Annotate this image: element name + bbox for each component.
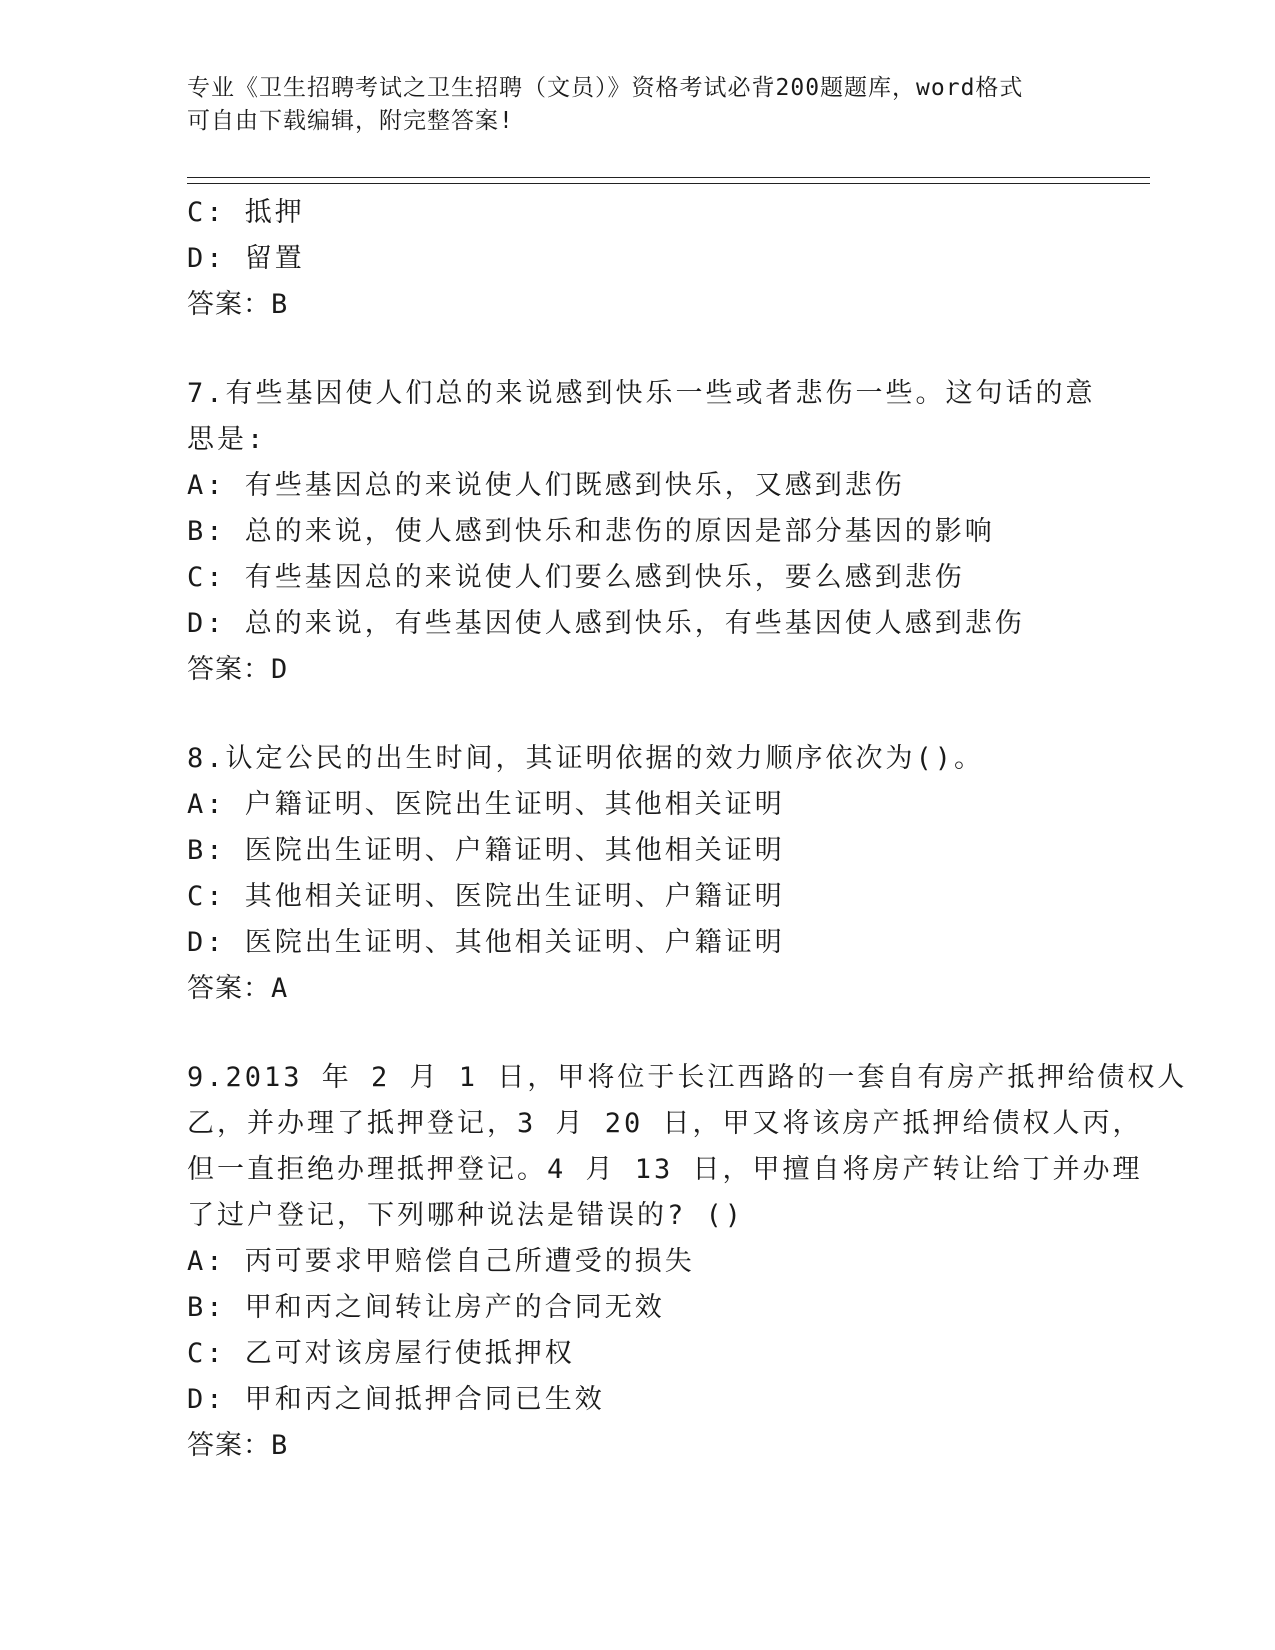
option-d: D: 总的来说，有些基因使人感到快乐，有些基因使人感到悲伤 [187,608,1025,639]
question-text-line: 8.认定公民的出生时间，其证明依据的效力顺序依次为()。 [187,743,985,774]
spacer [187,1012,1087,1055]
answer-line: 答案：A [187,973,289,1004]
option-a: A: 有些基因总的来说使人们既感到快乐，又感到悲伤 [187,470,905,501]
document-body [187,190,1188,1469]
answer-line: 答案：B [187,289,289,320]
header-line-2: 可自由下载编辑，附完整答案! [187,108,514,134]
header-divider-top [187,177,1150,178]
question-8 [187,736,1087,1012]
option-c: C: 抵押 [187,197,305,228]
question-text-line: 了过户登记，下列哪种说法是错误的? () [187,1200,745,1231]
question-text-line: 7.有些基因使人们总的来说感到快乐一些或者悲伤一些。这句话的意 [187,378,1096,409]
question-6-tail [187,190,1087,328]
question-text-line: 思是: [187,424,267,455]
question-9 [187,1055,1188,1469]
document-header [187,72,1067,138]
option-a: A: 丙可要求甲赔偿自己所遭受的损失 [187,1246,695,1277]
spacer [187,693,1087,736]
spacer [187,328,1087,371]
option-d: D: 医院出生证明、其他相关证明、户籍证明 [187,927,785,958]
option-c: C: 其他相关证明、医院出生证明、户籍证明 [187,881,785,912]
question-text-line: 乙，并办理了抵押登记，3 月 20 日，甲又将该房产抵押给债权人丙， [187,1108,1143,1139]
option-d: D: 甲和丙之间抵押合同已生效 [187,1384,605,1415]
answer-line: 答案：B [187,1430,289,1461]
header-line-1: 专业《卫生招聘考试之卫生招聘（文员）》资格考试必背200题题库，word格式 [187,75,1024,101]
question-text-line: 9.2013 年 2 月 1 日，甲将位于长江西路的一套自有房产抵押给债权人 [187,1062,1188,1093]
header-divider-bottom [187,183,1150,184]
question-text-line: 但一直拒绝办理抵押登记。4 月 13 日，甲擅自将房产转让给丁并办理 [187,1154,1143,1185]
option-c: C: 有些基因总的来说使人们要么感到快乐，要么感到悲伤 [187,562,965,593]
option-b: B: 医院出生证明、户籍证明、其他相关证明 [187,835,785,866]
option-b: B: 甲和丙之间转让房产的合同无效 [187,1292,665,1323]
question-7 [187,371,1096,693]
option-d: D: 留置 [187,243,305,274]
option-c: C: 乙可对该房屋行使抵押权 [187,1338,575,1369]
option-a: A: 户籍证明、医院出生证明、其他相关证明 [187,789,785,820]
answer-line: 答案：D [187,654,289,685]
option-b: B: 总的来说，使人感到快乐和悲伤的原因是部分基因的影响 [187,516,995,547]
